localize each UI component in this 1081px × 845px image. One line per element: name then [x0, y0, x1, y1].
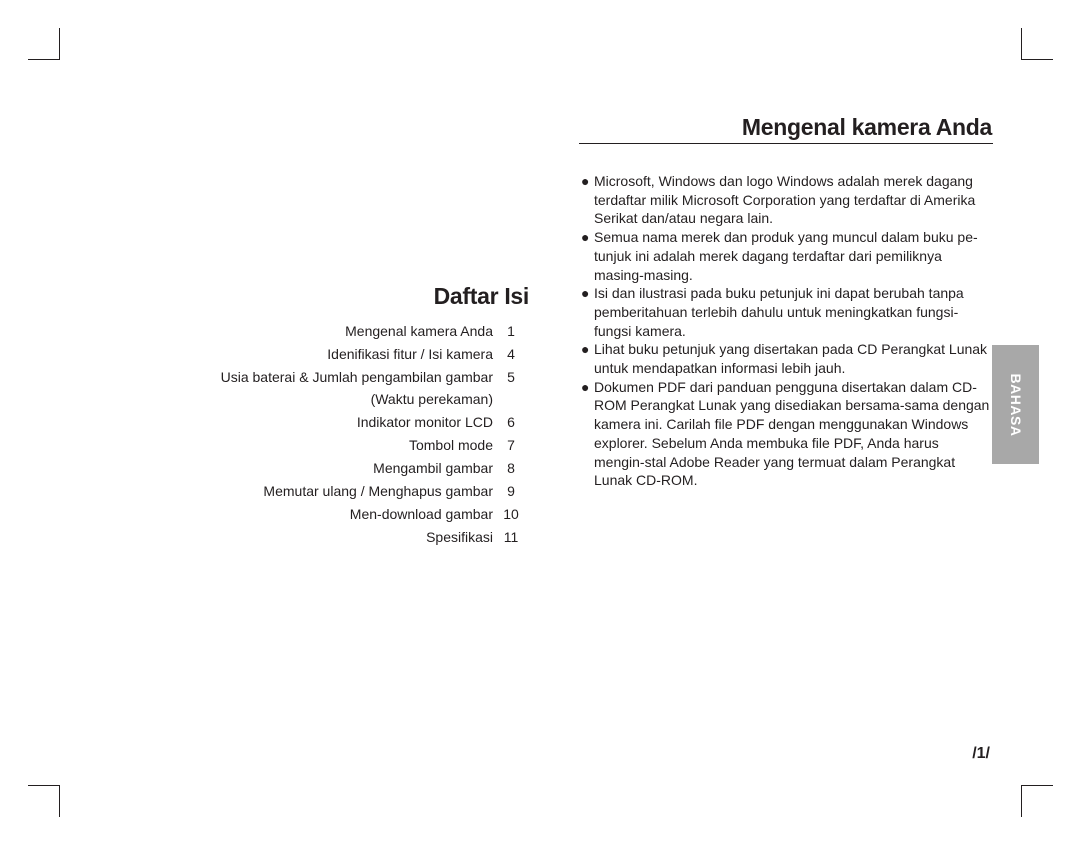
- toc-item-page: 8: [507, 460, 515, 476]
- language-tab-label: BAHASA: [1007, 373, 1024, 436]
- bullet-list: [580, 172, 992, 490]
- crop-mark: [1021, 28, 1022, 60]
- page-number: /1/: [972, 745, 990, 762]
- toc-item-title: Spesifikasi: [426, 529, 493, 545]
- toc-item[interactable]: [200, 506, 530, 526]
- crop-mark: [1021, 59, 1053, 60]
- toc-item[interactable]: [200, 529, 530, 549]
- toc-item-page: 5: [507, 369, 515, 385]
- bullet-text: Lihat buku petunjuk yang disertakan pada CD Perangkat Lunak untuk mendapatkan informasi lebih jauh.: [594, 341, 988, 377]
- bullet-item: [580, 284, 992, 340]
- bullet-text: Microsoft, Windows dan logo Windows adalah merek dagang terdaftar milik Microsoft Corporation yang terdaftar di Amerika Serikat dan/atau negara lain.: [594, 173, 976, 227]
- bullet-text: Isi dan ilustrasi pada buku petunjuk ini dapat berubah tanpa pemberitahuan terlebih dahulu untuk meningkatkan fungsi-fungsi kamera.: [594, 285, 964, 339]
- toc-item[interactable]: [200, 437, 530, 457]
- toc-item-title: Idenifikasi fitur / Isi kamera: [327, 346, 493, 362]
- toc-item-page: 4: [507, 346, 515, 362]
- toc-item-page: 6: [507, 414, 515, 430]
- toc-item-title: Tombol mode: [408, 437, 493, 453]
- crop-mark: [59, 785, 60, 817]
- toc-title: Daftar Isi: [433, 283, 529, 309]
- bullet-icon: ●: [581, 285, 590, 302]
- bullet-icon: ●: [581, 173, 590, 189]
- language-tab[interactable]: [992, 345, 1039, 464]
- toc-item-title: Mengenal kamera Anda: [345, 323, 493, 339]
- toc-item-title: Men-download gambar: [349, 506, 493, 522]
- toc-item-title: Mengambil gambar: [373, 460, 493, 476]
- title-rule: [579, 143, 993, 144]
- toc-item-page: 11: [503, 529, 519, 545]
- crop-mark: [59, 28, 60, 60]
- bullet-icon: ●: [581, 378, 590, 395]
- toc-item-page: 1: [507, 323, 515, 339]
- toc-item-title: Usia baterai & Jumlah pengambilan gambar: [220, 369, 493, 385]
- bullet-item: [580, 378, 992, 490]
- toc-item[interactable]: [200, 323, 530, 343]
- toc-item-continuation: (Waktu perekaman): [370, 391, 493, 407]
- toc-item[interactable]: [200, 460, 530, 480]
- toc-item[interactable]: [200, 369, 530, 389]
- crop-mark: [28, 59, 60, 60]
- toc-item[interactable]: [200, 346, 530, 366]
- bullet-icon: ●: [581, 341, 590, 358]
- bullet-item: [580, 340, 992, 377]
- toc-item-page: 9: [507, 483, 515, 499]
- toc-item-title: Indikator monitor LCD: [356, 414, 493, 430]
- crop-mark: [28, 785, 60, 786]
- toc-item-page: 10: [503, 506, 519, 522]
- bullet-text: Semua nama merek dan produk yang muncul dalam buku pe-tunjuk ini adalah merek dagang terdaftar dari pemiliknya masing-masing.: [594, 229, 978, 283]
- bullet-item: [580, 172, 992, 228]
- section-title: Mengenal kamera Anda: [741, 114, 992, 140]
- toc-item[interactable]: [200, 414, 530, 434]
- bullet-item: [580, 228, 992, 284]
- toc-item-page: 7: [507, 437, 515, 453]
- bullet-text: Dokumen PDF dari panduan pengguna disertakan dalam CD-ROM Perangkat Lunak yang disediakan bersama-sama dengan kamera ini. Carilah file PDF dengan menggunakan Windows explorer. Sebelum Anda membuka file PDF, Anda harus mengin-stal Adobe Reader yang termuat dalam Perangkat Lunak CD-ROM.: [594, 378, 990, 489]
- crop-mark: [1021, 785, 1022, 817]
- toc-item[interactable]: [200, 483, 530, 503]
- toc-item-title: Memutar ulang / Menghapus gambar: [263, 483, 493, 499]
- bullet-icon: ●: [581, 229, 590, 246]
- crop-mark: [1021, 785, 1053, 786]
